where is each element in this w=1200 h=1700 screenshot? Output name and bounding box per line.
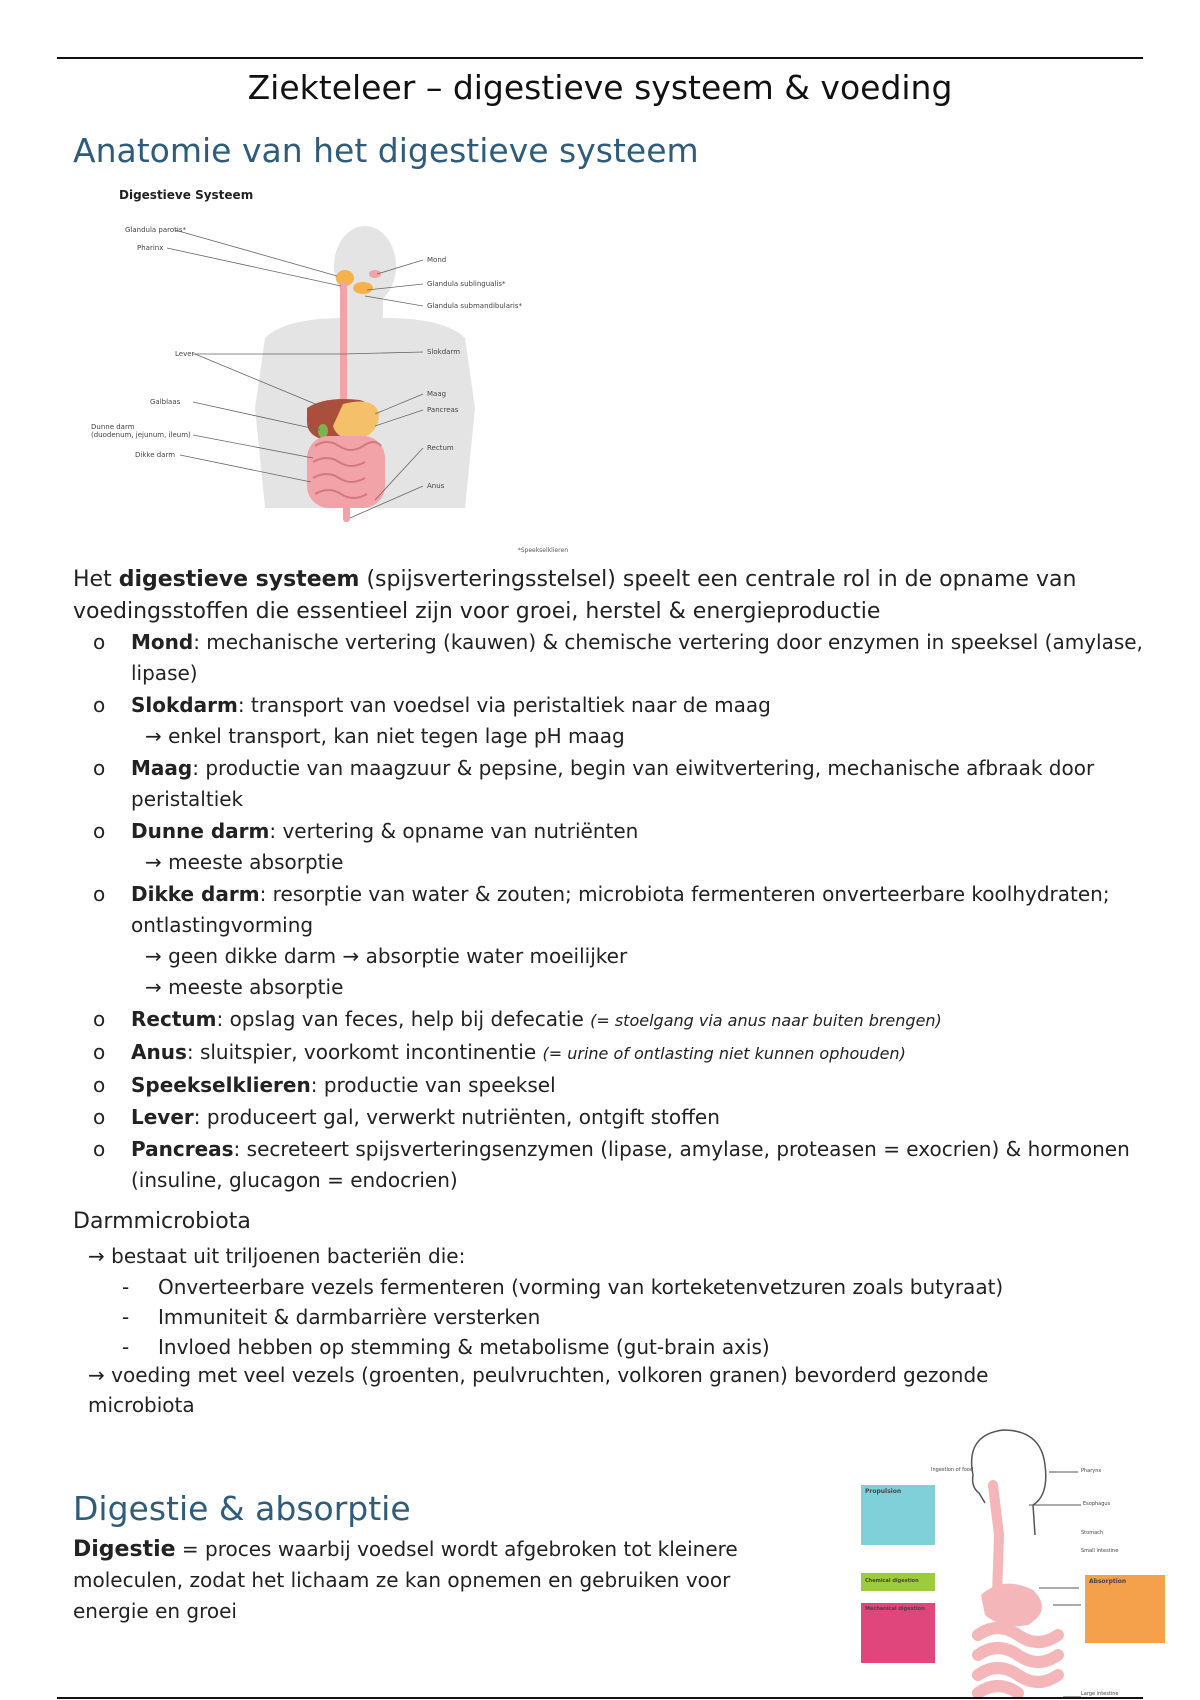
intestine-loops	[978, 1628, 1058, 1693]
digestion-process-figure	[853, 1425, 1173, 1700]
label-dunne-darm: Dunne darm	[91, 423, 135, 431]
label-galblaas: Galblaas	[150, 398, 181, 406]
organ-item-speekselklieren: o Speekselklieren: productie van speeksel	[93, 1073, 556, 1097]
organ-note: (= stoelgang via anus naar buiten brengen)	[590, 1011, 942, 1030]
intestines-shape	[307, 436, 385, 522]
top-rule	[57, 57, 1143, 59]
label-submandibularis: Glandula submandibularis*	[427, 302, 522, 310]
label-dunne-darm-sub: (duodenum, jejunum, ileum)	[91, 431, 191, 439]
microbiota-item: - Onverteerbare vezels fermenteren (vorming van korteketenvetzuren zoals butyraat)	[122, 1275, 1004, 1299]
head-outline	[972, 1430, 1046, 1535]
organ-item-maag: o Maag: productie van maagzuur & pepsine, begin van eiwitvertering, mechanische afbraak door peristaltiek	[93, 756, 1095, 811]
label-propulsion: Propulsion	[865, 1488, 902, 1495]
label-small-intestine: Small intestine	[1081, 1548, 1119, 1554]
microbiota-item: - Immuniteit & darmbarrière versterken	[122, 1305, 541, 1329]
esophagus-tube	[993, 1485, 999, 1595]
submandibular-gland	[353, 282, 373, 294]
label-ingestion: Ingestion of food	[931, 1467, 974, 1473]
organ-item-anus: o Anus: sluitspier, voorkomt incontinentie (= urine of ontlasting niet kunnen ophouden)	[93, 1040, 906, 1064]
label-pharynx-en: Pharynx	[1081, 1468, 1102, 1474]
label-esophagus: Esophagus	[1083, 1501, 1111, 1507]
digestion-process-illustration	[853, 1425, 1173, 1700]
label-maag: Maag	[427, 390, 447, 398]
label-sublingualis: Glandula sublingualis*	[427, 280, 506, 288]
gallbladder-shape	[318, 424, 328, 438]
organ-item-pancreas: o Pancreas: secreteert spijsverteringsenzymen (lipase, amylase, proteasen = exocrien) & hormonen (insuline, glucagon = endocrien)	[93, 1137, 1130, 1192]
figure-title: Digestieve Systeem	[119, 188, 254, 202]
microbiota-list	[117, 1272, 1003, 1362]
microbiota-item: - Invloed hebben op stemming & metabolisme (gut-brain axis)	[122, 1335, 770, 1359]
digestion-definition: Digestie = proces waarbij voedsel wordt afgebroken tot kleinere moleculen, zodat het lichaam ze kan opnemen en gebruiken voor energie en groei	[73, 1537, 738, 1623]
label-mechanical: Mechanical digestion	[865, 1606, 925, 1612]
label-slokdarm: Slokdarm	[427, 348, 461, 356]
intro-term: digestieve systeem	[118, 567, 360, 592]
digestive-system-figure	[75, 178, 598, 556]
organ-item-dikke-darm: o Dikke darm: resorptie van water & zouten; microbiota fermenteren onverteerbare koolhydraten; ontlastingvorming → geen dikke darm → absorptie water moeilijker → meeste absorptie	[88, 879, 1168, 1003]
label-parotis: Glandula parotis*	[125, 226, 187, 234]
microbiota-conclusion: → voeding met veel vezels (groenten, peulvruchten, volkoren granen) bevorderd gezonde microbiota	[88, 1363, 989, 1417]
label-stomach: Stomach	[1081, 1530, 1104, 1536]
organ-subnote: → geen dikke darm → absorptie water moeilijker	[145, 944, 628, 968]
stomach-sac	[981, 1584, 1042, 1627]
label-absorption: Absorption	[1089, 1578, 1127, 1585]
absorption-box	[1085, 1575, 1165, 1643]
label-mond: Mond	[427, 256, 447, 264]
label-chemical: Chemical digestion	[865, 1578, 919, 1584]
document-title: Ziekteleer – digestieve systeem & voeding	[247, 68, 953, 107]
organ-item-rectum: o Rectum: opslag van feces, help bij defecatie (= stoelgang via anus naar buiten brengen)	[93, 1007, 942, 1031]
digestive-system-illustration	[75, 178, 598, 556]
organ-item-dunne-darm: o Dunne darm: vertering & opname van nutriënten → meeste absorptie	[88, 816, 1168, 878]
label-lever: Lever	[175, 350, 195, 358]
label-large-intestine: Large intestine	[1081, 1691, 1119, 1697]
organ-item-slokdarm: o Slokdarm: transport van voedsel via peristaltiek naar de maag → enkel transport, kan niet tegen lage pH maag	[88, 690, 1168, 752]
figure-footnote: *Speekselklieren	[517, 547, 568, 554]
label-anus: Anus	[427, 482, 445, 490]
label-rectum: Rectum	[427, 444, 454, 452]
digestion-term: Digestie	[73, 1537, 176, 1562]
section-heading-digestion: Digestie & absorptie	[73, 1489, 411, 1528]
organ-subnote: → meeste absorptie	[145, 850, 344, 874]
intro-paragraph: Het digestieve systeem (spijsverteringsstelsel) speelt een centrale rol in de opname van voedingsstoffen die essentieel zijn voor groei, herstel & energieproductie	[73, 567, 1077, 624]
esophagus-shape	[340, 282, 347, 417]
organ-note: (= urine of ontlasting niet kunnen ophouden)	[542, 1044, 906, 1063]
section-heading-anatomy: Anatomie van het digestieve systeem	[73, 131, 699, 170]
label-dikke-darm: Dikke darm	[135, 451, 176, 459]
mechanical-box	[861, 1603, 935, 1663]
organ-subnote: → enkel transport, kan niet tegen lage pH maag	[145, 724, 625, 748]
organ-item-mond: o Mond: mechanische vertering (kauwen) & chemische vertering door enzymen in speeksel (amylase, lipase)	[93, 630, 1143, 685]
microbiota-heading: Darmmicrobiota	[73, 1209, 251, 1234]
label-pancreas: Pancreas	[427, 406, 459, 414]
organ-list	[88, 627, 1168, 1197]
label-pharynx: Pharinx	[137, 244, 164, 252]
bottom-rule	[57, 1697, 1143, 1699]
microbiota-intro: → bestaat uit triljoenen bacteriën die:	[88, 1244, 466, 1268]
organ-item-lever: o Lever: produceert gal, verwerkt nutriënten, ontgift stoffen	[93, 1105, 720, 1129]
mouth-shape	[369, 270, 381, 278]
organ-subnote: → meeste absorptie	[145, 975, 344, 999]
